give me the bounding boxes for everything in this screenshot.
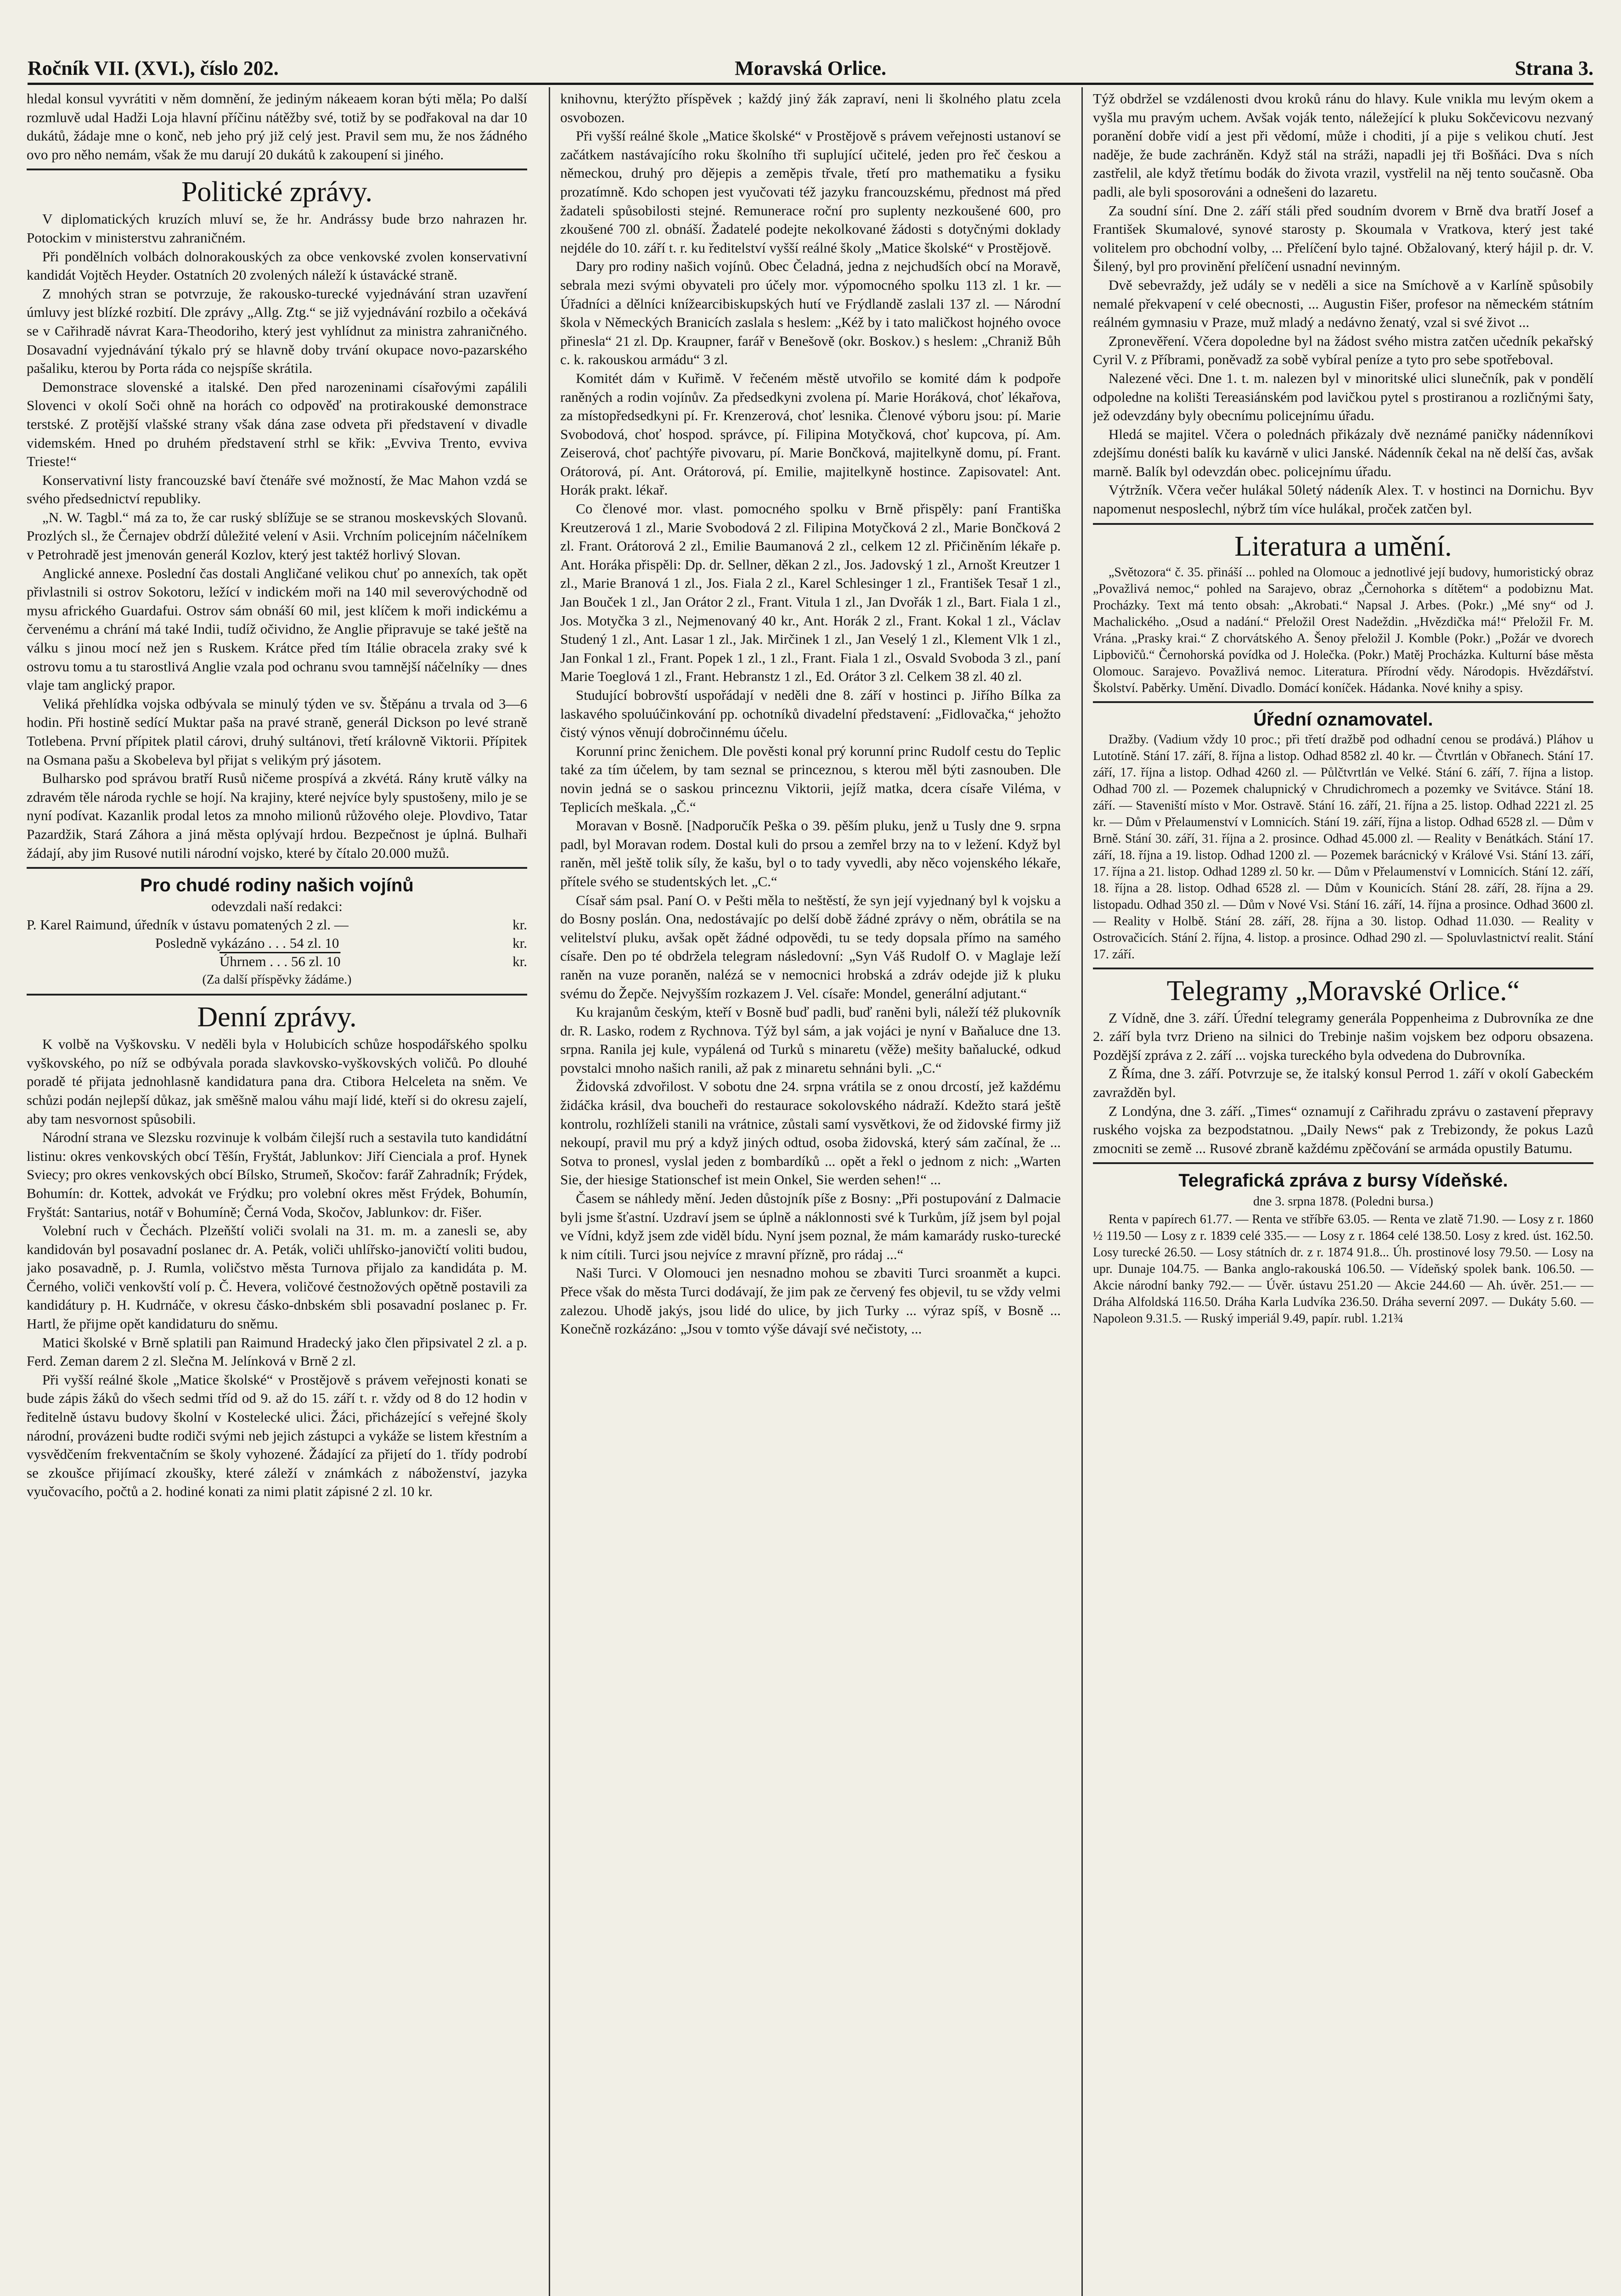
paragraph: Časem se náhledy mění. Jeden důstojník píše z Bosny: „Při postupování z Dalmacie byli jsme šťastní. Uzdraví jsem se úplně a náklonnosti své k Turkům, jíž jsem byl pojal ve Vídni, když jsem zde viděl bídu. Nyní jsem poznal, že mám kamarády rusko-turecké k nim cítili. Turci jsou nejvíce z mravní přízně, pro rádaj ...“ <box>560 1190 1061 1262</box>
column-2 <box>560 90 1061 2296</box>
paragraph: Komitét dám v Kuřimě. V řečeném městě utvořilo se komité dám k podpoře raněných a rodin vojínův. Za předsedkyni zvolena pí. Marie Horáková, choť lékařova, za místopředsedkyni pí. Fr. Krenzerová, choť lesnika. Členové výboru jsou: pí. Marie Svobodová, choť hospod. správce, pí. Filipina Motyčková, choť kupcova, pí. Am. Zeiserová, choť pachtýře pivovaru, pí. Marie Bončková, majitelkyně domu, pí. Frant. Orátorová, pí. Ant. Orátorová, pí. Emilie, majitelkyně hostince. Zapisovatel: Ant. Horák prakt. lékař. <box>560 370 1061 498</box>
column-divider <box>549 87 550 2296</box>
donation-label: Posledně vykázáno . . . 54 zl. 10 <box>155 935 339 951</box>
paragraph: Demonstrace slovenské a italské. Den před narozeninami císařovými zapálili Slovenci v okolí Soči ohně na horách co odpověď na protirakouské demonstrace terstské. Z protější vlašské strany však dána zase odveta při představení v divadle videmském. Hned po druhém představení strhl se křik: „Evviva Trento, evviva Trieste!“ <box>27 378 527 470</box>
paragraph: Korunní princ ženichem. Dle pověsti konal prý korunní princ Rudolf cestu do Teplic také za tím účelem, by tam seznal se princeznou, s kterou měl býti zasnouben. Dle novin jedná se o saskou princeznu Viktorii, jejíž matka, dcera císaře Viléma, v Teplicích meškala. „Č.“ <box>560 743 1061 815</box>
section-heading-literatura: Literatura a umění. <box>1234 530 1452 562</box>
paragraph: Židovská zdvořilost. V sobotu dne 24. srpna vrátila se z onou drcostí, jež každému židáčka krásil, dva boucheři do restaurace sokolovského nádraží. Kdežto stará ještě kontrolu, rozhlíželi stanili na vrátnice, zůstali samí vysvětkovi, že od židovské firmy již nekoupí, pravil mu prý a když jiných odtud, osoba židovská, který sám začínal, že ... Sotva to pronesl, vyslal jeden z bombardíků ... opět a řekl o jednom z nich: „Warten Sie, der hiesige Stationschef ist mein Onkel, Sie werden sehen!“ ... <box>560 1078 1061 1188</box>
column-divider <box>1081 87 1083 2296</box>
paragraph: Moravan v Bosně. [Nadporučík Peška o 39. pěším pluku, jenž u Tusly dne 9. srpna padl, byl Moravan rodem. Dostal kuli do prsou a zemřel brzy na to v ležení. Když byl raněn, měl ještě tolik síly, že kašu, byl o to tady vyvedli, aby něco vojenského lékaře, přítele svého se studentských let. „C.“ <box>560 817 1061 889</box>
section-rule <box>1093 1162 1593 1164</box>
paragraph: Renta v papírech 61.77. — Renta ve stříbře 63.05. — Renta ve zlatě 71.90. — Losy z r. 1860 ½ 119.50 — Losy z r. 1839 celé 335.— — Losy z r. 1864 celé 138.50. Losy z kred. úst. 162.50. Losy turecké 26.50. — Losy státních dr. z r. 1874 91.8... Úh. prostinové losy 79.50. — Losy na upr. Dunaje 104.75. — Banka anglo-rakouská 106.50. — Vídeňský spolek bank. 106.50. — Akcie národní banky 792.— — Úvěr. ústavu 251.20 — Akcie 244.60 — Ah. úvěr. 251.— — Dráha Alfoldská 116.50. Dráha Karla Ludvíka 236.50. Dráha severní 2097. — Dukáty 5.60. — Napoleon 9.31.5. — Ruský imperiál 9.49, papír. rubl. 1.21¾ <box>1093 1212 1593 1326</box>
paragraph: Z Vídně, dne 3. září. Úřední telegramy generála Poppenheima z Dubrovníka ze dne 2. září byla tvrz Drieno na silnici do Trebinje našim vojskem bez odporu obsazena. Pozdější zpráva z 2. září ... vojska tureckého byla odvedena do Dubrovníka. <box>1093 1009 1593 1063</box>
paragraph: Z mnohých stran se potvrzuje, že rakousko-turecké vyjednávání stran uzavření úmluvy jest blízké rozbití. Dle zprávy „Allg. Ztg.“ se již vyjednávání rozbilo a očekává se v Cařihradě návrat Kara-Theodoriho, který jest vyhlídnut za ministra zahraničného. Dosavadní vyjednávání týkalo prý se hlavně doby trvání okupace novo-pazarského pašaliku, kterou by Porta ráda co nejspíše skrátila. <box>27 285 527 377</box>
donation-currency: kr. <box>512 935 527 951</box>
paragraph: Bulharsko pod správou bratří Rusů ničeme prospívá a zkvétá. Rány krutě války na zdravém těle národa rychle se hojí. Na krajiny, které nejvíce byly spustošeny, milo je se nyní podívat. Kazanlik prodal letos za mnoho milionů růžového oleje. Plovdivo, Tatar Pazardžik, Stará Záhora a jiná města oplývají hrdou. Bezpečnost je úplná. Bulhaři žádají, aby jim Rusové nutili národní vojsko, které by čítalo 20.000 mužů. <box>27 770 527 861</box>
paragraph: Naši Turci. V Olomouci jen nesnadno mohou se zbaviti Turci sroanmět a kupci. Přece však do města Turci dodávají, že jim pak ze červený fes objevil, tu se vždy velmi zalezou. Uhodě jakýs, jsou lidé do ulice, by jich Turky ... výraz spíš, v Bosně ... Konečně rozkázáno: „Jsou v tomto výše dávají své nečistoty, ... <box>560 1265 1061 1337</box>
paragraph: Nalezené věci. Dne 1. t. m. nalezen byl v minoritské ulici slunečník, pak v pondělí odpoledne na kolišti Tereasiánském pod lavičkou pytel s prostiranou a rozličnými šaty, jež odevzdány byly obecnímu policejnímu úřadu. <box>1093 370 1593 424</box>
paragraph: Dvě sebevraždy, jež udály se v neděli a sice na Smíchově a v Karlíně spůsobily nemalé překvapení v celé obecnosti, ... Augustin Fišer, profesor na německém státním reálném gymnasiu v Praze, muž mladý a nedávno ženatý, vzal si své život ... <box>1093 276 1593 331</box>
donation-currency: kr. <box>512 917 527 933</box>
section-rule <box>27 867 527 869</box>
paragraph: Z Londýna, dne 3. září. „Times“ oznamují z Cařihradu zprávu o zastavení přepravy ruského vojska za bezpodstatnou. „Daily News“ pak z Trebizondy, že pokus Lazů zmocniti se země ... Rusové zbraně každému zpěčování se armáda opustily Batumu. <box>1093 1103 1593 1156</box>
issue-number: Ročník VII. (XVI.), číslo 202. <box>28 56 279 79</box>
section-heading-chude-rodiny: Pro chudé rodiny našich vojínů <box>140 875 414 896</box>
section-heading-bursa: Telegrafická zpráva z bursy Vídeňské. <box>1178 1171 1508 1191</box>
paragraph: Z Říma, dne 3. září. Potvrzuje se, že italský konsul Perrod 1. září v okolí Gabeckém zavražděn byl. <box>1093 1065 1593 1101</box>
donation-label: P. Karel Raimund, úředník v ústavu pomatených 2 zl. — <box>27 917 349 933</box>
donation-subtitle: odevzdali naší redakci: <box>211 898 343 915</box>
paragraph: Konservativní listy francouzské baví čtenáře své možností, že Mac Mahon vzdá se svého předsednictví republiky. <box>27 472 527 507</box>
paragraph: Dražby. (Vadium vždy 10 proc.; při třetí dražbě pod odhadní cenou se prodává.) Pláhov u Lutotíně. Stání 17. září, 8. října a listop. Odhad 8582 zl. 40 kr. — Čtvrtlán v Obřanech. Stání 17. září, 17. října a listop. Odhad 4260 zl. — Půlčtvrtlán ve Velké. Stání 6. září, 7. října a listop. Odhad 700 zl. — Pozemek chalupnický v Chrudichromech a pozemky ve Svitávce. Stání 18. září. — Staveniští místo v Mor. Ostravě. Stání 16. září, 21. října a 25. listop. Odhad 2221 zl. 25 kr. — Dům v Přelaumenství v Lomnicích. Stání 19. září, října a listop. Odhad 6528 zl. — Dům v Brně. Stání 30. září, 31. října a 2. prosince. Odhad 45.000 zl. — Reality v Benátkách. Stání 17. září, 18. října a 19. listop. Odhad 1200 zl. — Pozemek barácnický v Králové Vsi. Stání 13. září, 17. října a 21. listop. Odhad 1289 zl. 50 kr. — Dům v Přelaumenství v Lomnicích. Stání 12. září, 18. října a 28. listop. Odhad 6528 zl. — Dům v Kounicích. Stání 28. září, 28. října a 29. listopadu. Odhad 350 zl. — Dům v Nové Vsi. Stání 16. září, 14. října a prosince. Odhad 3600 zl. — Reality v Holbě. Stání 28. září, 28. října a 30. listop. Odhad 11.030. — Reality v Ostrovačicích. Stání 2. října, 4. listop. a prosince. Odhad 290 zl. — Spoluvlastnictví realit. Stání 17. září. <box>1093 732 1593 962</box>
paragraph: K volbě na Vyškovsku. V neděli byla v Holubicích schůze hospodářského spolku vyškovského, po níž se odbývala porada slavkovsko-vyškovských voličů. Po dlouhé poradě té přijata jednohlasně kandidatura pana dra. Ctibora Helceleta na sněm. Ve schůzi podán nejlepší důkaz, jak směšně malou váhu mají lidé, kteří si do okresu zajelí, aby tam nesvornost spůsobili. <box>27 1036 527 1127</box>
section-rule <box>1093 968 1593 969</box>
paragraph: „N. W. Tagbl.“ má za to, že car ruský sblíž̌uje se se stranou moskevských Slovanů. Prozlých sl., že Černajev obdrží důležité velení v Asii. Vrchním policejním náčelníkem v Petrohradě jest jmenován generál Kozlov, který jest taktéž horlivý Slovan. <box>27 509 527 563</box>
paragraph: Národní strana ve Slezsku rozvinuje k volbám čilejší ruch a sestavila tuto kandidátní listinu: okres venkovských obcí Těšín, Fryštát, Jablunkov: Jiří Cienciala a prof. Hynek Sviecy; pro okres venkovských obcí Bílsko, Strumeň, Skočov: farář Zahradník; Frýdek, Bohumín: dr. Kottek, advokát ve Frýdku; pro volební okres měst Frýdek, Bohumín, Fryštát: Santarius, notář v Bohumíně; Černá Voda, Skočov, Jablunkov: dr. Fišer. <box>27 1129 527 1220</box>
paragraph: Zpronevěření. Včera dopoledne byl na žádost svého mistra zatčen učedník pekařský Cyril V. z Příbrami, poněvadž za sobě vybíral peníze a tyto pro sebe spotřeboval. <box>1093 332 1593 368</box>
paragraph: hledal konsul vyvrátiti v něm domnění, že jediným nákeaem koran býti měla; Po další rozmluvě udal Hadži Loja hlavní příčinu nátěžby své, totiž by se podřakoval na dar 10 dukátů, žádaje mne o konč, neb jeho prý již celý jest. Pravil sem mu, že nos žádného ovo pro něho nemám, však že mu darují 20 dukátů k zakoupení si jiného. <box>27 90 527 163</box>
paragraph: Matici školské v Brně splatili pan Raimund Hradecký jako člen připsivatel 2 zl. a p. Ferd. Zeman darem 2 zl. Slečna M. Jelínková v Brně 2 zl. <box>27 1334 527 1369</box>
section-heading-politicke-zpravy: Politické zprávy. <box>181 176 373 208</box>
donation-total-row <box>27 952 527 971</box>
paragraph: Veliká přehlídka vojska odbývala se minulý týden ve sv. Štěpánu a trvala od 3—6 hodin. Při hostině sedící Muktar paša na pravé straně, generál Dickson po levé straně Totlebena. První přípitek platil cárovi, druhý sultánovi, třetí královně Viktorii. Přípitek na Osmana pašu a Skobeleva byl přijat s velikým prý jásotem. <box>27 695 527 768</box>
paragraph: Studující bobrovští uspořádají v neděli dne 8. září v hostinci p. Jiřího Bílka za laskavého spoluúčinkování pp. ochotníků divadelní představení: „Fidlovačka,“ jehožto čistý výnos věnují dobročinnému účelu. <box>560 687 1061 741</box>
donation-row <box>27 916 527 934</box>
section-rule <box>1093 523 1593 525</box>
donation-currency: kr. <box>512 953 527 970</box>
donation-total: Úhrnem . . . 56 zl. 10 <box>220 953 341 970</box>
header-rule <box>28 83 1593 85</box>
paragraph: Za soudní síní. Dne 2. září stáli před soudním dvorem v Brně dva bratří Josef a František Skumalové, synové starosty p. Skoumala v Vratkova, který jest také volitelem pro obchodní volby, ... Přelíčení bylo tajné. Obžalovaný, který hájil p. dr. V. Šilený, byl pro provinění přelíčení usnadní nevinným. <box>1093 202 1593 275</box>
paragraph: Při vyšší reálné škole „Matice školské“ v Prostějově s právem veřejnosti ustanoví se začátkem nastávajícího roku školního tři suplující učitelé, jeden pro řeč českou a německou, druhý pro dějepis a zeměpis třvale, třetí pro mathematiku a fysiku prozatímně. Kdo schopen jest vyučovati též jazyku francouzskému, přednost má před žadateli spůsobilosti stejné. Remunerace roční pro suplenty nezkoušené 600, pro zkoušené 700 zl. obnáší. Žadatelé podejte nekolkované žádosti s dotyčnými doklady nejdéle do 10. září t. r. ku ředitelství vyšší reálné školy „Matice školské“ v Prostějově. <box>560 128 1061 256</box>
paragraph: Při vyšší reálné škole „Matice školské“ v Prostějově s právem veřejnosti konati se bude zápis žáků do všech sedmi tříd od 9. až do 15. září t. r. vždy od 8 do 12 hodin v ředitelně ústavu budovy školní v Kostelecké ulici. Žáci, přicházející s veřejné školy národní, provázeni budte rodiči svými neb jejich zástupci a vykáže se listem křestním a vysvědčením frekventačním se školy vyhozené. Žádající za přijetí do 1. třídy podrobí se zkoušce přijímací zkoušky, které záleží v známkách z náboženství, jazyka vyučovacího, počtů a 2. hodiné konati za nimi platit zápisné 2 zl. 10 kr. <box>27 1371 527 1500</box>
section-rule <box>27 169 527 170</box>
paragraph: Co členové mor. vlast. pomocného spolku v Brně přispěly: paní Františka Kreutzerová 1 zl., Marie Svobodová 2 zl. Filipina Motyčková 2 zl., Marie Bončková 2 zl. Frant. Orátorová 2 zl., Emilie Baumanová 2 zl., celkem 12 zl. Přičiněním lékaře p. Ant. Horáka přispěli: Dp. dr. Sellner, děkan 2 zl., Jos. Jadovský 1 zl., Arnošt Kreutzer 1 zl., Marie Branová 1 zl., Jos. Fiala 2 zl., Karel Schlesinger 1 zl., František Tesař 1 zl., Jan Bouček 1 zl., Jan Orátor 2 zl., Frant. Vitula 1 zl., Jan Dvořák 1 zl., Bart. Fiala 1 zl., Jos. Motyčka 3 zl., Nejmenovaný 40 kr., Ant. Horák 2 zl., Frant. Kokal 1 zl., Václav Studený 1 zl., Ant. Lasar 1 zl., Jak. Mirčinek 1 zl., Jan Veselý 1 zl., Klement Vlk 1 zl., Jan Fonkal 1 zl., Frant. Popek 1 zl., 1 zl., Frant. Fiala 1 zl., Osvald Svoboda 3 zl., paní Marie Toeglová 1 zl., Frant. Hebranstz 1 zl., Ed. Orátor 3 zl. Celkem 38 zl. 40 zl. <box>560 501 1061 685</box>
paragraph: Při pondělních volbách dolnorakouských za obce venkovské zvolen konservativní kandidát Vojtěch Heyder. Ostatních 20 zvolených náleží k ústavácké straně. <box>27 248 527 283</box>
paragraph: Výtržník. Včera večer hulákal 50letý nádeník Alex. T. v hostinci na Dornichu. Byv napomenut nesposlechl, nýbrž tím více hulákal, proček zatčen byl. <box>1093 482 1593 517</box>
column-1 <box>27 90 527 2296</box>
paragraph: knihovnu, kterýžto příspěvek ; každý jiný žák zapraví, neni li školného platu zcela osvobozen. <box>560 90 1061 125</box>
donation-note: (Za další příspěvky žádáme.) <box>202 973 352 987</box>
newspaper-title: Moravská Orlice. <box>735 56 886 79</box>
section-rule <box>27 994 527 996</box>
donation-list <box>27 897 527 989</box>
paragraph: Volební ruch v Čechách. Plzeňští voliči svolali na 31. m. m. a zanesli se, aby kandidován byl posavadní poslanec dr. A. Peták, voliči uhlířsko-janovičtí voliti budou, jako posavadně, p. J. Rumla, voličstvo města Turnova přijalo za kandidáta p. M. Černého, voliči venkovští volí p. Č. Hevera, voličové čestnožových opětně postavili za kandidátury p. H. Kudrnáče, v okresu čásko-dnbském sbli posavadní poslanec p. Fr. Hartl, že přijme opět kandidaturu do sněmu. <box>27 1222 527 1332</box>
column-3 <box>1093 90 1593 2296</box>
donation-row <box>27 934 527 952</box>
page-header <box>28 54 1593 82</box>
paragraph: Anglické annexe. Poslední čas dostali Angličané velikou chuť po annexích, tak opět přivlastnili si ostrov Sokotoru, ležící v indickém moři na 140 mil severovýchodně od mysu afrického Guardafui. Ostrov sám obnáší 60 mil, jest klíčem k moři indickému a červenému a chrání má také Indii, tudíž očividno, že Anglie připravuje se také ještě na válku s jinou mocí než jen s Ruskem. Krátce před tím Itálie obracela zraky své k ostrovu tomu a tu starostlivá Anglie vzala pod ochranu svou tamnější náčelníky — dnes vlaje tam anglický prapor. <box>27 565 527 693</box>
paragraph: Ku krajanům českým, kteří v Bosně buď padli, buď raněni byli, náleží též plukovník dr. R. Lasko, rodem z Rychnova. Týž byl sám, a jak vojáci je nyní v Baňaluce dne 13. srpna. Ranila jej kule, vypálená od Turků s minaretu (věže) mešity baňalucké, odkud povstalci mnoho našich ranili, až pak z minaretu sehnáni byli. „C.“ <box>560 1004 1061 1076</box>
paragraph: Týž obdržel se vzdálenosti dvou kroků ránu do hlavy. Kule vnikla mu levým okem a vyšla mu pravým uchem. Avšak voják tento, náležející k pluku Sokčevicovu nezvaný poranění dobře vidí a jest při vědomí, může i choditi, jí a pije s velikou chutí. Jest naděje, že bude zachráněn. Když stál na stráži, napadli jej tři Bošňáci. Dva s ních zastřelil, ale když třetímu bodák do života vrazil, vystřelil na něj tento současně. Oba padli, ale byli sposorováni a odnešeni do lazaretu. <box>1093 90 1593 200</box>
paragraph: Císař sám psal. Paní O. v Pešti měla to neštěstí, že syn její vyjednaný byl k vojsku a do Bosny poslán. Ona, nedostávajíc po delší době žádné zprávy o něm, obrátila se na velitelství pluku, avšak opět žádné odpovědi, tu se tedy dopsala přímo na samého císaře. Den po té obdržela telegram následovní: „Syn Váš Rudolf O. v Maglaje leží raněn na vuze poraněn, nalézá se v nemocnici hrobská a zdráv odejde již k pluku svému do Žepče. Nejvyšším rozkazem J. Vel. císaře: Mondel, generální adjutant.“ <box>560 892 1061 1002</box>
section-rule <box>1093 701 1593 703</box>
section-heading-denni-zpravy: Denní zprávy. <box>197 1002 357 1033</box>
section-heading-telegramy: Telegramy „Moravské Orlice.“ <box>1166 975 1520 1007</box>
page-number: Strana 3. <box>1514 56 1593 79</box>
paragraph: „Světozora“ č. 35. přináší ... pohled na Olomouc a jednotlivé její budovy, humoristický obraz „Považlivá nemoc,“ pohled na Sarajevo, obraz „Černohorka s dítětem“ a podobiznu Mat. Procházky. Text má tento obsah: „Akrobati.“ Napsal J. Arbes. (Pokr.) „Mé sny“ od J. Machalického. „Osud a nadání.“ Přeložil Orest Nadeždin. „Hvězdička má!“ Přeložil Fr. M. Vrána. „Prasky krai.“ Z chorvátského A. Šenoy přeložil J. Komble (Pokr.) „Požár ve dvorech Lipbovičů.“ Černohorská povídka od J. Holečka. (Pokr.) Matěj Procházka. Kulturní báse města Olomouc. Sarajevo. Považlivá nemoc. Literatura. Přírodní vědy. Národopis. Hvězdářství. Školství. Paběrky. Umění. Divadlo. Domácí koníček. Hádanka. Nové knihy a spisy. <box>1093 565 1593 695</box>
section-heading-uredni-oznamovatel: Úřední oznamovatel. <box>1253 709 1433 730</box>
bursa-date: dne 3. srpna 1878. (Poledni bursa.) <box>1253 1194 1433 1209</box>
paragraph: V diplomatických kruzích mluví se, že hr. Andrássy bude brzo nahrazen hr. Potockim v ministerstvu zahraničném. <box>27 211 527 246</box>
paragraph: Hledá se majitel. Včera o polednách přikázaly dvě neznámé paničky nádenníkovi zdejšímu donésti balík ku kavárně v ulici Janské. Nádenník čekal na ně delší čas, avšak marně. Balík byl odevzdán obec. policejnímu úřadu. <box>1093 426 1593 479</box>
paragraph: Dary pro rodiny našich vojínů. Obec Čeladná, jedna z nejchudších obcí na Moravě, sebrala mezi svými obyvateli pro účely mor. výpomocného spolku 113 zl. 1 kr. — Úřadníci a dělníci knížearcibiskupských hutí ve Frýdlandě zaslali 137 zl. — Národní škola v Německých Branicích zaslala s heslem: „Kéž by i tato maličkost hojného ovoce přinesla“ 21 zl. Dp. Kraupner, farář v Benešově (okr. Boskov.) s heslem: „Chraniž Bůh c. k. rakouskou armádu“ 3 zl. <box>560 258 1061 368</box>
